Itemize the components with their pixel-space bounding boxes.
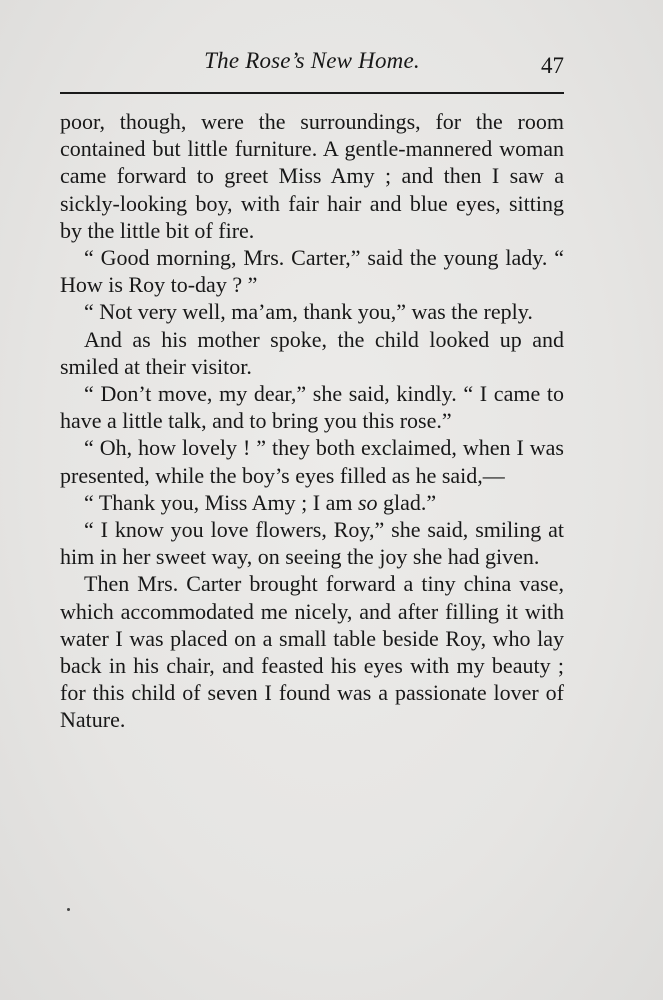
dialogue-text: glad.”: [377, 489, 437, 515]
paragraph: poor, though, were the surroundings, for the room contained but little furniture. A gentle-mannered woman came forward to greet Miss Amy ; and then I saw a sickly-looking boy, with fair hair and blue eyes, sitting by the little bit of fire.: [60, 109, 564, 243]
print-speck: [67, 908, 70, 911]
running-title: The Rose’s New Home.: [204, 48, 420, 73]
emphasized-word: so: [357, 489, 378, 515]
paragraph: And as his mother spoke, the child looked up and smiled at their visitor.: [60, 326, 564, 379]
header-rule: [60, 92, 564, 94]
running-header: [60, 48, 564, 84]
paragraph: “ Not very well, ma’am, thank you,” was the reply.: [84, 299, 533, 325]
paragraph: Then Mrs. Carter brought forward a tiny china vase, which accommodated me nicely, and after filling it with water I was placed on a small table beside Roy, who lay back in his chair, and feasted his eyes with my beauty ; for this child of seven I found was a passionate lover of Nature.: [60, 571, 564, 733]
paragraph: [60, 489, 564, 516]
paragraph: “ Oh, how lovely ! ” they both exclaimed, when I was presented, while the boy’s eyes filled as he said,—: [60, 435, 564, 488]
body-text: [60, 108, 564, 734]
paragraph: “ I know you love flowers, Roy,” she said, smiling at him in her sweet way, on seeing the joy she had given.: [60, 517, 564, 570]
paragraph: “ Don’t move, my dear,” she said, kindly. “ I came to have a little talk, and to bring you this rose.”: [60, 381, 564, 434]
page-number: 47: [541, 53, 564, 78]
paragraph: “ Good morning, Mrs. Carter,” said the young lady. “ How is Roy to-day ? ”: [60, 245, 564, 298]
dialogue-text: “ Thank you, Miss Amy ; I am: [84, 489, 358, 515]
